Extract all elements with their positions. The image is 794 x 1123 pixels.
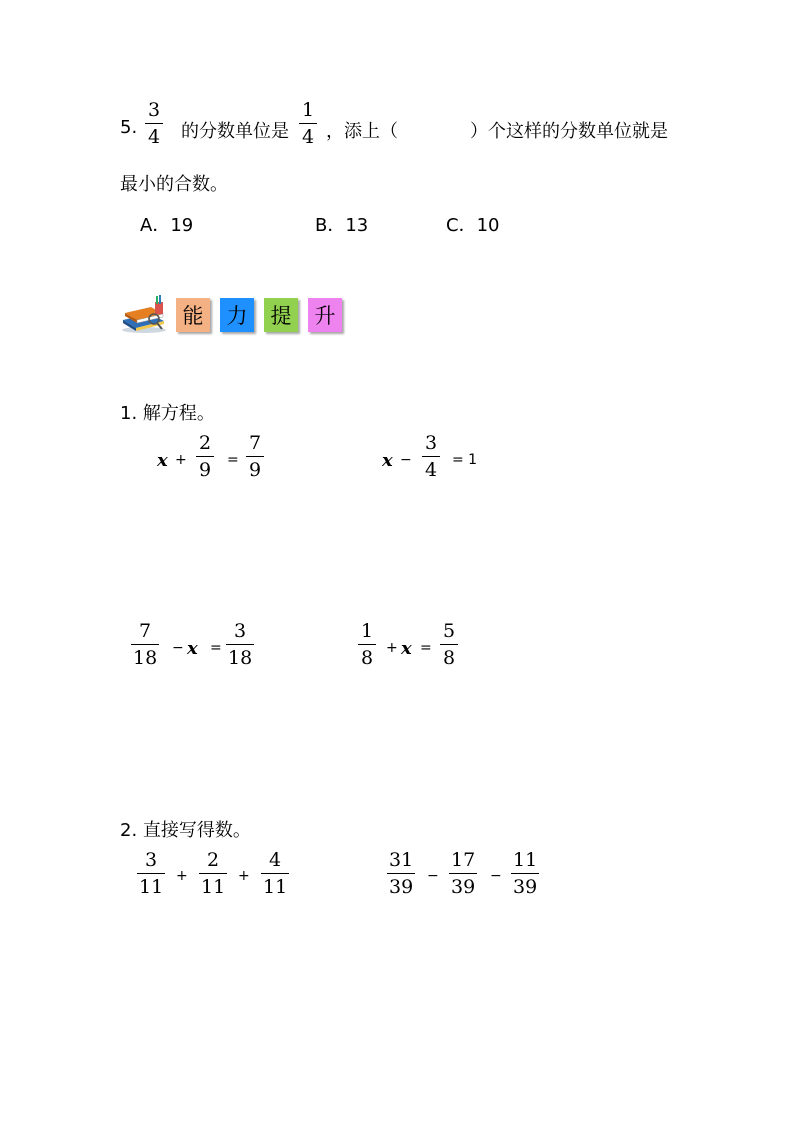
- option-c[interactable]: C．10: [446, 215, 500, 236]
- fraction-1-4: 1 4: [299, 101, 317, 147]
- minus-sign: −: [490, 868, 502, 884]
- fraction: 2 9: [196, 434, 214, 480]
- fraction: 7 9: [246, 434, 264, 480]
- tile-neng: 能: [176, 298, 210, 332]
- answer-blank[interactable]: [398, 112, 468, 140]
- minus-sign: −: [427, 868, 439, 884]
- fraction: 3 18: [228, 620, 253, 669]
- fraction: 2 11: [201, 849, 226, 898]
- question-title: 2. 直接写得数。: [120, 820, 251, 841]
- fraction: 3 4: [422, 434, 440, 480]
- plus-sign: +: [176, 868, 188, 884]
- equals-one: = 1: [452, 452, 478, 468]
- fraction: 1 8: [358, 622, 376, 668]
- variable-x: x: [157, 450, 168, 471]
- equals-sign: =: [420, 640, 432, 656]
- fraction: 3 11: [139, 849, 164, 898]
- minus-sign: −: [172, 640, 184, 656]
- fraction: 11 39: [513, 849, 538, 898]
- question-number: 5.: [120, 117, 138, 138]
- question-title: 1. 解方程。: [120, 403, 215, 424]
- option-b[interactable]: B．13: [315, 215, 369, 236]
- plus-sign: +: [175, 452, 187, 468]
- fraction: 7 18: [133, 620, 158, 669]
- plus-sign: +: [386, 640, 398, 656]
- question-text: ，添上（: [326, 121, 398, 142]
- question-text-line2: 最小的合数。: [120, 174, 228, 195]
- fraction: 4 11: [263, 849, 288, 898]
- fraction: 17 39: [451, 849, 476, 898]
- variable-x: x: [382, 450, 393, 471]
- tile-sheng: 升: [308, 298, 342, 332]
- option-a[interactable]: A．19: [140, 215, 194, 236]
- minus-sign: −: [400, 452, 412, 468]
- plus-sign: +: [238, 868, 250, 884]
- fraction: 5 8: [440, 622, 458, 668]
- books-icon: [120, 294, 172, 334]
- variable-x: x: [187, 638, 198, 659]
- question-text: ）个这样的分数单位就是: [470, 121, 668, 142]
- tile-ti: 提: [264, 298, 298, 332]
- question-text: 的分数单位是: [181, 121, 289, 142]
- tile-li: 力: [220, 298, 254, 332]
- fraction-3-4: 3 4: [145, 101, 163, 147]
- variable-x: x: [401, 638, 412, 659]
- equals-sign: =: [210, 640, 222, 656]
- equals-sign: =: [227, 452, 239, 468]
- fraction: 31 39: [389, 849, 414, 898]
